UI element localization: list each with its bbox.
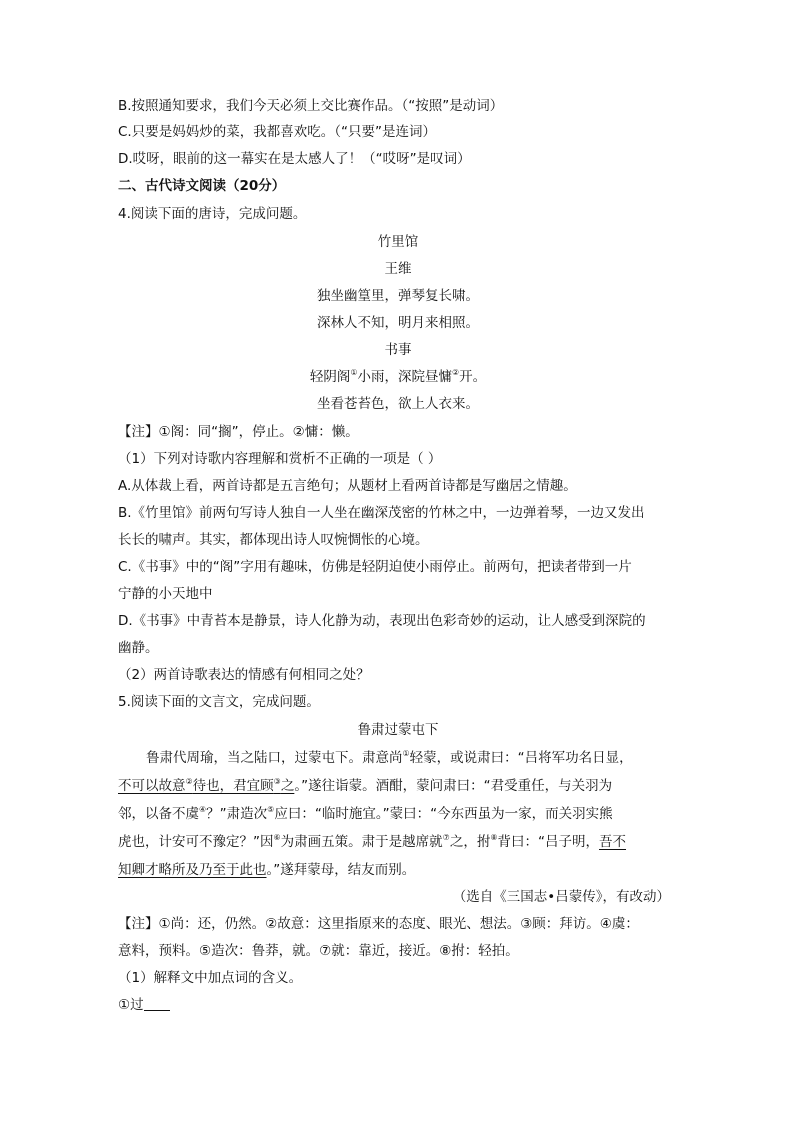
option-c-prev: C.只要是妈妈炒的菜，我都喜欢吃。（“只要”是连词） [118, 124, 436, 140]
q5-stem: 5.阅读下面的文言文，完成问题。 [118, 694, 320, 710]
q5-note-1: 【注】①尚：还，仍然。②故意：这里指原来的态度、眼光、想法。③顾：拜访。④虞： [118, 916, 639, 932]
poem2-title: 书事 [384, 342, 412, 358]
q5-title: 鲁肃过蒙屯下 [357, 722, 439, 738]
q4-sub1: （1）下列对诗歌内容理解和赏析不正确的一项是（ ） [118, 451, 442, 467]
q5-sub1: （1）解释文中加点词的含义。 [118, 970, 303, 986]
poem1-author: 王维 [384, 261, 412, 277]
q5-item-1: ①过 [118, 995, 678, 1015]
section-title: 二、古代诗文阅读（20分） [118, 178, 286, 194]
passage-line-1: 鲁肃代周瑜，当之陆口，过蒙屯下。肃意尚①轻蒙，或说肃曰：“吕将军功名日显， [146, 749, 633, 766]
q5-note-2: 意料，预料。⑤造次：鲁莽，就。⑦就：靠近，接近。⑧拊：轻拍。 [118, 943, 519, 959]
q4-option-b-1: B.《竹里馆》前两句写诗人独自一人坐在幽深茂密的竹林之中，一边弹着琴，一边又发出 [118, 505, 645, 521]
q4-note: 【注】①阁：同“搁”，停止。②慵：懒。 [118, 424, 359, 440]
q4-option-c-2: 宁静的小天地中 [118, 586, 213, 602]
q4-stem: 4.阅读下面的唐诗，完成问题。 [118, 206, 307, 222]
option-b-prev: B.按照通知要求，我们今天必须上交比赛作品。（“按照”是动词） [118, 98, 504, 114]
q4-option-c-1: C.《书事》中的“阁”字用有趣味，仿佛是轻阴迫使小雨停止。前两句，把读者带到一片 [118, 559, 632, 575]
passage-line-5: 知卿才略所及乃至于此也。”遂拜蒙母，结友而别。 [118, 862, 416, 878]
answer-blank[interactable] [144, 996, 170, 1011]
option-d-prev: D.哎呀，眼前的这一幕实在是太感人了！（“哎呀”是叹词） [118, 151, 471, 167]
poem2-line1: 轻阴阁①小雨，深院昼慵②开。 [309, 368, 487, 385]
poem1-line1: 独坐幽篁里，弹琴复长啸。 [317, 288, 479, 304]
poem2-line2: 坐看苍苔色，欲上人衣来。 [317, 396, 479, 412]
q4-option-b-2: 长长的啸声。其实，都体现出诗人叹惋惆怅的心境。 [118, 532, 429, 548]
q4-sub2: （2）两首诗歌表达的情感有何相同之处？ [118, 667, 370, 683]
poem1-line2: 深林人不知，明月来相照。 [317, 315, 479, 331]
passage-line-3: 邻，以备不虞④？”肃造次⑤应曰：“临时施宜。”蒙曰：“今东西虽为一家，而关羽实熊 [118, 805, 613, 822]
q4-option-a: A.从体裁上看，两首诗都是五言绝句；从题材上看两首诗都是写幽居之情趣。 [118, 478, 577, 494]
q4-option-d-1: D.《书事》中青苔本是静景，诗人化静为动，表现出色彩奇妙的运动，让人感受到深院的 [118, 613, 646, 629]
passage-source: （选自《三国志•吕蒙传》，有改动） [452, 889, 670, 905]
passage-line-4: 虎也，计安可不豫定？”因⑥为肃画五策。肃于是越席就⑦之，拊⑧背曰：“吕子明，吾不 [118, 833, 627, 850]
poem1-title: 竹里馆 [377, 234, 419, 250]
q4-option-d-2: 幽静。 [118, 640, 159, 656]
passage-line-2: 不可以故意②待也，君宜顾③之。”遂往诣蒙。酒酣，蒙问肃曰：“君受重任，与关羽为 [118, 777, 613, 794]
